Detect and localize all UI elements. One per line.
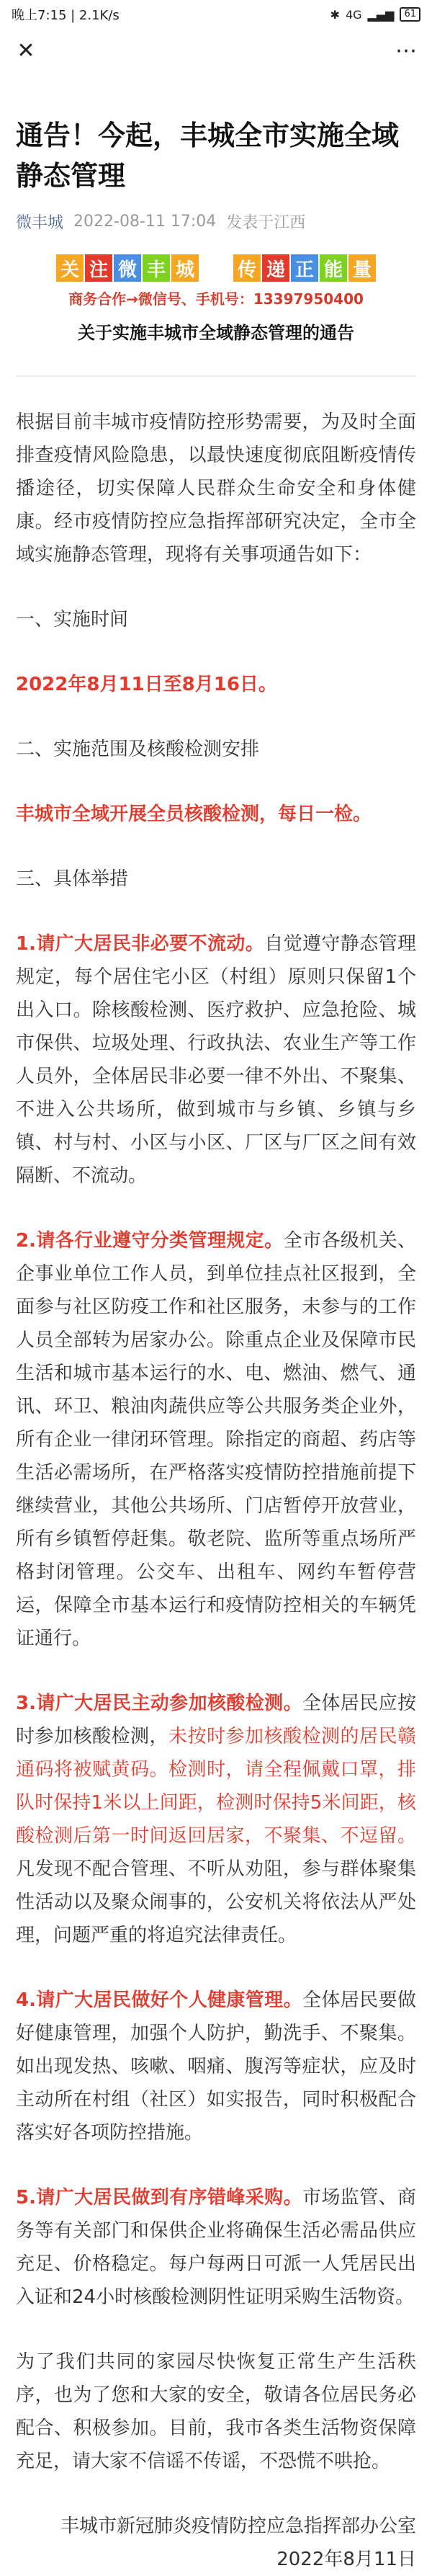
banner-char: 注: [85, 254, 112, 282]
section-scope-value: 丰城市全域开展全员核酸检测，每日一检。: [16, 803, 372, 825]
measure-5: [16, 2181, 416, 2314]
article-title: 通告！今起，丰城全市实施全域静态管理: [16, 120, 400, 192]
measure-1: [16, 927, 416, 1193]
nav-bar: [0, 29, 432, 72]
signal-icon: ▂▄▆: [367, 7, 395, 22]
more-icon[interactable]: ⋯: [395, 37, 417, 63]
signature-date: 2022年8月11日: [276, 2549, 416, 2570]
closing-paragraph: 为了我们共同的家园尽快恢复正常生产生活秩序，也为了您和大家的安全，敬请各位居民务必配合、积极参加。目前，我市各类生活物资保障充足，请大家不信谣不传谣，不恐慌不哄抢。: [16, 2351, 416, 2472]
measure-4-body: 全体居民要做好健康管理，加强个人防护，勤洗手、不聚集。如出现发热、咳嗽、咽痛、腹泻等症状，应及时主动所在村组（社区）如实报告，同时积极配合落实好各项防控措施。: [16, 1989, 416, 2144]
section-time-heading: 一、实施时间: [16, 609, 129, 630]
intro-paragraph: 根据目前丰城市疫情防控形势需要，为及时全面排查疫情风险隐患，以最快速度彻底阻断疫情传播途径，切实保障人民群众生命安全和身体健康。经市疫情防控应急指挥部研究决定，全市全域实施静态管理，现将有关事项通告如下：: [16, 411, 416, 566]
measure-5-head: 5.请广大居民做到有序错峰采购。: [16, 2187, 302, 2209]
banner: [16, 254, 416, 282]
section-time-value: 2022年8月11日至8月16日。: [16, 674, 277, 695]
banner-right: [233, 254, 376, 282]
measure-2: [16, 1224, 416, 1655]
banner-left: [56, 254, 199, 282]
bluetooth-icon: ✱: [330, 7, 340, 22]
measure-1-body: 自觉遵守静态管理规定，每个居住宅小区（村组）原则只保留1个出入口。除核酸检测、医疗救护、应急抢险、城市保供、垃圾处理、行政执法、农业生产等工作人员外，全体居民非必要一律不外出、不聚集、不进入公共场所，做到城市与乡镇、乡镇与乡镇、村与村、小区与小区、厂区与厂区之间有效隔断、不流动。: [16, 933, 416, 1187]
measure-1-head: 1.请广大居民非必要不流动。: [16, 933, 265, 955]
business-contact-line: 商务合作→微信号、手机号：13397950400: [68, 290, 364, 308]
battery-indicator: 61: [400, 7, 420, 22]
measure-5-body: 市场监管、商务等有关部门和保供企业将确保生活必需品供应充足、价格稳定。每户每两日可派一人凭居民出入证和24小时核酸检测阴性证明采购生活物资。: [16, 2187, 416, 2308]
measure-3-body-a: 全体居民应按时参加核酸检测，: [16, 1693, 416, 1747]
signature-org: 丰城市新冠肺炎疫情防控应急指挥部办公室: [60, 2515, 416, 2537]
banner-char: 量: [348, 254, 376, 282]
section-scope-heading: 二、实施范围及核酸检测安排: [16, 739, 260, 760]
publish-location: 发表于江西: [226, 214, 306, 232]
banner-char: 微: [114, 254, 141, 282]
section-measures-heading: 三、具体举措: [16, 868, 129, 890]
close-icon[interactable]: ✕: [17, 37, 35, 63]
measure-4-head: 4.请广大居民做好个人健康管理。: [16, 1989, 302, 2011]
article: [0, 115, 432, 2576]
notice-title: 关于实施丰城市全域静态管理的通告: [78, 323, 354, 343]
banner-char: 丰: [143, 254, 170, 282]
measure-2-body: 全市各级机关、企事业单位工作人员，到单位挂点社区报到，全面参与社区防疫工作和社区服务，未参与的工作人员全部转为居家办公。除重点企业及保障市民生活和城市基本运行的水、电、燃油、燃气、通讯、环卫、粮油肉蔬供应等公共服务类企业外，所有企业一律闭环管理。除指定的商超、药店等生活必需场所，在严格落实疫情防控措施前提下继续营业，其他公共场所、门店暂停开放营业，所有乡镇暂停赶集。敬老院、监所等重点场所严格封闭管理。公交车、出租车、网约车暂停营运，保障全市基本运行和疫情防控相关的车辆凭证通行。: [16, 1230, 416, 1649]
measure-3-body-highlight: 未按时参加核酸检测的居民赣通码将被赋黄码。检测时，请全程佩戴口罩，排队时保持1米以上间距，检测时保持5米间距，核酸检测后第一时间返回居家，不聚集、不逗留。: [16, 1726, 416, 1847]
measure-3-body-b: 凡发现不配合管理、不听从劝阻，参与群体聚集性活动以及聚众闹事的，公安机关将依法从严处理，问题严重的将追究法律责任。: [16, 1858, 416, 1946]
banner-char: 关: [56, 254, 84, 282]
divider: [16, 375, 416, 377]
status-time: 晚上7:15 | 2.1K/s: [12, 8, 120, 23]
measure-3: [16, 1687, 416, 1952]
banner-char: 传: [233, 254, 261, 282]
measure-4: [16, 1984, 416, 2149]
network-label: 4G: [345, 7, 362, 22]
publish-date: 2022-08-11 17:04: [73, 213, 217, 231]
article-meta: [16, 210, 416, 233]
measure-3-head: 3.请广大居民主动参加核酸检测。: [16, 1693, 302, 1714]
banner-char: 城: [171, 254, 199, 282]
measure-2-head: 2.请各行业遵守分类管理规定。: [16, 1230, 284, 1252]
status-icons: [330, 7, 420, 22]
status-bar: [0, 0, 432, 29]
account-name[interactable]: 微丰城: [16, 214, 64, 232]
banner-char: 正: [291, 254, 318, 282]
banner-char: 递: [262, 254, 289, 282]
banner-char: 能: [320, 254, 347, 282]
